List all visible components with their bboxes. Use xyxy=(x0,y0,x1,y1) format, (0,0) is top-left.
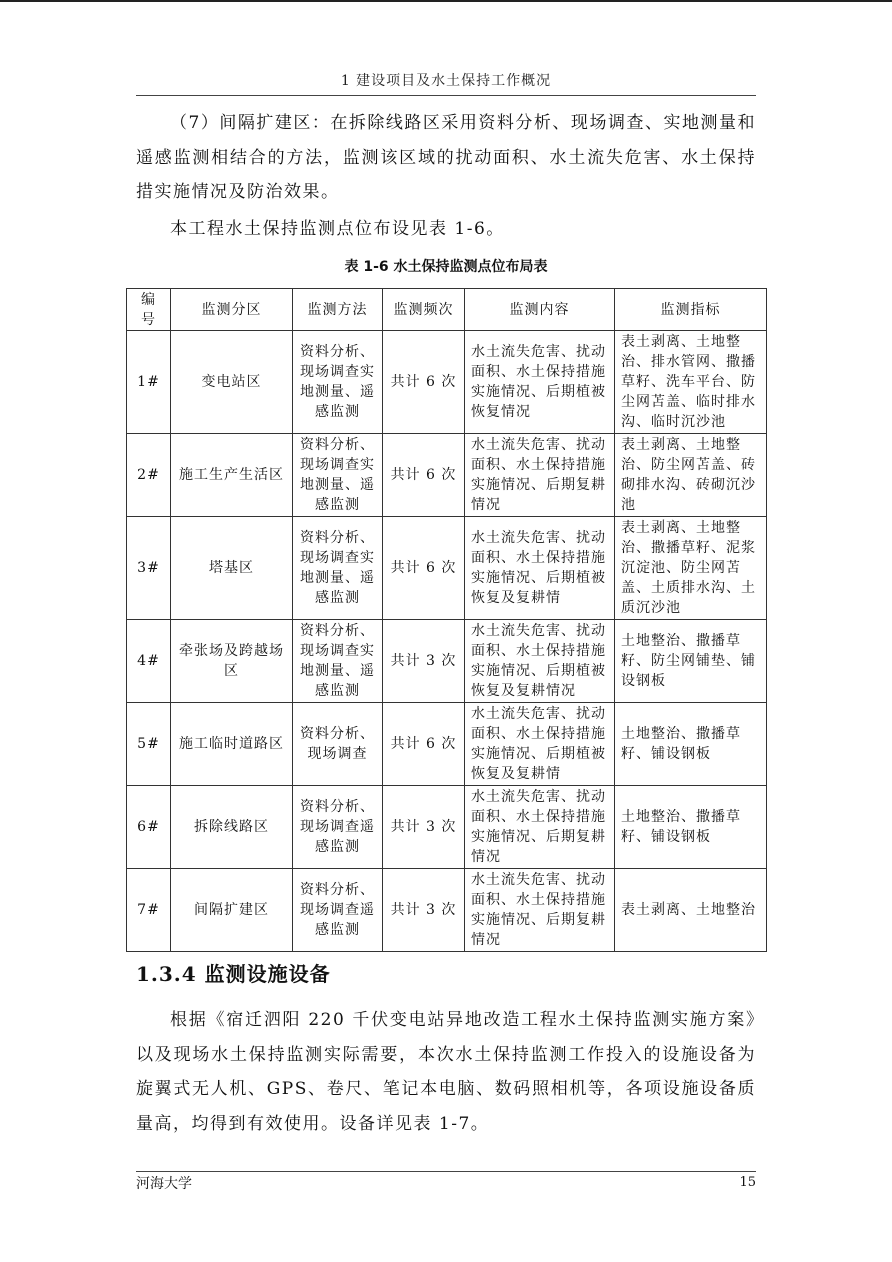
cell-method: 资料分析、现场调查实地测量、遥感监测 xyxy=(293,517,383,620)
cell-number: 7# xyxy=(127,869,171,952)
paragraph-interval-expansion: （7）间隔扩建区：在拆除线路区采用资料分析、现场调查、实地测量和遥感监测相结合的方法，监测该区域的扰动面积、水土流失危害、水土保持措实施情况及防治效果。 xyxy=(136,113,756,202)
cell-content: 水土流失危害、扰动面积、水土保持措施实施情况、后期植被恢复及复耕情 xyxy=(465,703,615,786)
monitoring-points-table xyxy=(126,288,767,952)
cell-content: 水土流失危害、扰动面积、水土保持措施实施情况、后期植被恢复及复耕情 xyxy=(465,517,615,620)
page-header: 1 建设项目及水土保持工作概况 xyxy=(340,73,552,89)
cell-zone: 间隔扩建区 xyxy=(171,869,293,952)
cell-zone: 牵张场及跨越场区 xyxy=(171,620,293,703)
table-row xyxy=(127,703,767,786)
cell-number: 2# xyxy=(127,434,171,517)
cell-number: 6# xyxy=(127,786,171,869)
cell-frequency: 共计 6 次 xyxy=(383,703,465,786)
header-frequency: 监测频次 xyxy=(383,289,465,331)
cell-method: 资料分析、现场调查 xyxy=(293,703,383,786)
cell-index: 土地整治、撒播草籽、防尘网铺垫、铺设钢板 xyxy=(615,620,767,703)
cell-frequency: 共计 6 次 xyxy=(383,517,465,620)
cell-index: 表土剥离、土地整治 xyxy=(615,869,767,952)
table-row xyxy=(127,620,767,703)
paragraph-equipment: 根据《宿迁泗阳 220 千伏变电站异地改造工程水土保持监测实施方案》以及现场水土保持监测实际需要，本次水土保持监测工作投入的设施设备为旋翼式无人机、GPS、卷尺、笔记本电脑、数码照相机等，各项设施设备质量高，均得到有效使用。设备详见表 1-7。 xyxy=(136,1010,756,1134)
header-zone: 监测分区 xyxy=(171,289,293,331)
header-method: 监测方法 xyxy=(293,289,383,331)
table-row xyxy=(127,786,767,869)
cell-method: 资料分析、现场调查遥感监测 xyxy=(293,869,383,952)
cell-content: 水土流失危害、扰动面积、水土保持措施实施情况、后期复耕情况 xyxy=(465,434,615,517)
cell-frequency: 共计 3 次 xyxy=(383,869,465,952)
header-index: 监测指标 xyxy=(615,289,767,331)
cell-zone: 拆除线路区 xyxy=(171,786,293,869)
section-heading: 1.3.4 监测设施设备 xyxy=(136,962,331,986)
page-number: 15 xyxy=(739,1175,756,1190)
table-row xyxy=(127,517,767,620)
cell-frequency: 共计 6 次 xyxy=(383,434,465,517)
cell-zone: 变电站区 xyxy=(171,331,293,434)
table-row xyxy=(127,434,767,517)
cell-zone: 施工生产生活区 xyxy=(171,434,293,517)
table-header-row xyxy=(127,289,767,331)
footer-divider xyxy=(136,1171,756,1172)
cell-frequency: 共计 3 次 xyxy=(383,786,465,869)
cell-zone: 塔基区 xyxy=(171,517,293,620)
header-number: 编号 xyxy=(127,289,171,331)
cell-method: 资料分析、现场调查实地测量、遥感监测 xyxy=(293,331,383,434)
cell-method: 资料分析、现场调查遥感监测 xyxy=(293,786,383,869)
cell-number: 4# xyxy=(127,620,171,703)
table-caption: 表 1-6 水土保持监测点位布局表 xyxy=(344,259,548,275)
footer-institution: 河海大学 xyxy=(136,1176,192,1192)
cell-index: 表土剥离、土地整治、排水管网、撒播草籽、洗车平台、防尘网苫盖、临时排水沟、临时沉沙池 xyxy=(615,331,767,434)
header-divider xyxy=(136,95,756,96)
cell-method: 资料分析、现场调查实地测量、遥感监测 xyxy=(293,620,383,703)
cell-content: 水土流失危害、扰动面积、水土保持措施实施情况、后期复耕情况 xyxy=(465,786,615,869)
cell-content: 水土流失危害、扰动面积、水土保持措施实施情况、后期植被恢复及复耕情况 xyxy=(465,620,615,703)
cell-frequency: 共计 6 次 xyxy=(383,331,465,434)
cell-index: 土地整治、撒播草籽、铺设钢板 xyxy=(615,703,767,786)
cell-method: 资料分析、现场调查实地测量、遥感监测 xyxy=(293,434,383,517)
cell-number: 1# xyxy=(127,331,171,434)
cell-content: 水土流失危害、扰动面积、水土保持措施实施情况、后期复耕情况 xyxy=(465,869,615,952)
header-content: 监测内容 xyxy=(465,289,615,331)
cell-index: 表土剥离、土地整治、防尘网苫盖、砖砌排水沟、砖砌沉沙池 xyxy=(615,434,767,517)
cell-number: 3# xyxy=(127,517,171,620)
cell-zone: 施工临时道路区 xyxy=(171,703,293,786)
cell-content: 水土流失危害、扰动面积、水土保持措施实施情况、后期植被恢复情况 xyxy=(465,331,615,434)
paragraph-table-intro: 本工程水土保持监测点位布设见表 1-6。 xyxy=(170,219,505,239)
cell-index: 土地整治、撒播草籽、铺设钢板 xyxy=(615,786,767,869)
top-border xyxy=(0,0,892,2)
cell-frequency: 共计 3 次 xyxy=(383,620,465,703)
table-row xyxy=(127,869,767,952)
cell-number: 5# xyxy=(127,703,171,786)
cell-index: 表土剥离、土地整治、撒播草籽、泥浆沉淀池、防尘网苫盖、土质排水沟、土质沉沙池 xyxy=(615,517,767,620)
table-row xyxy=(127,331,767,434)
